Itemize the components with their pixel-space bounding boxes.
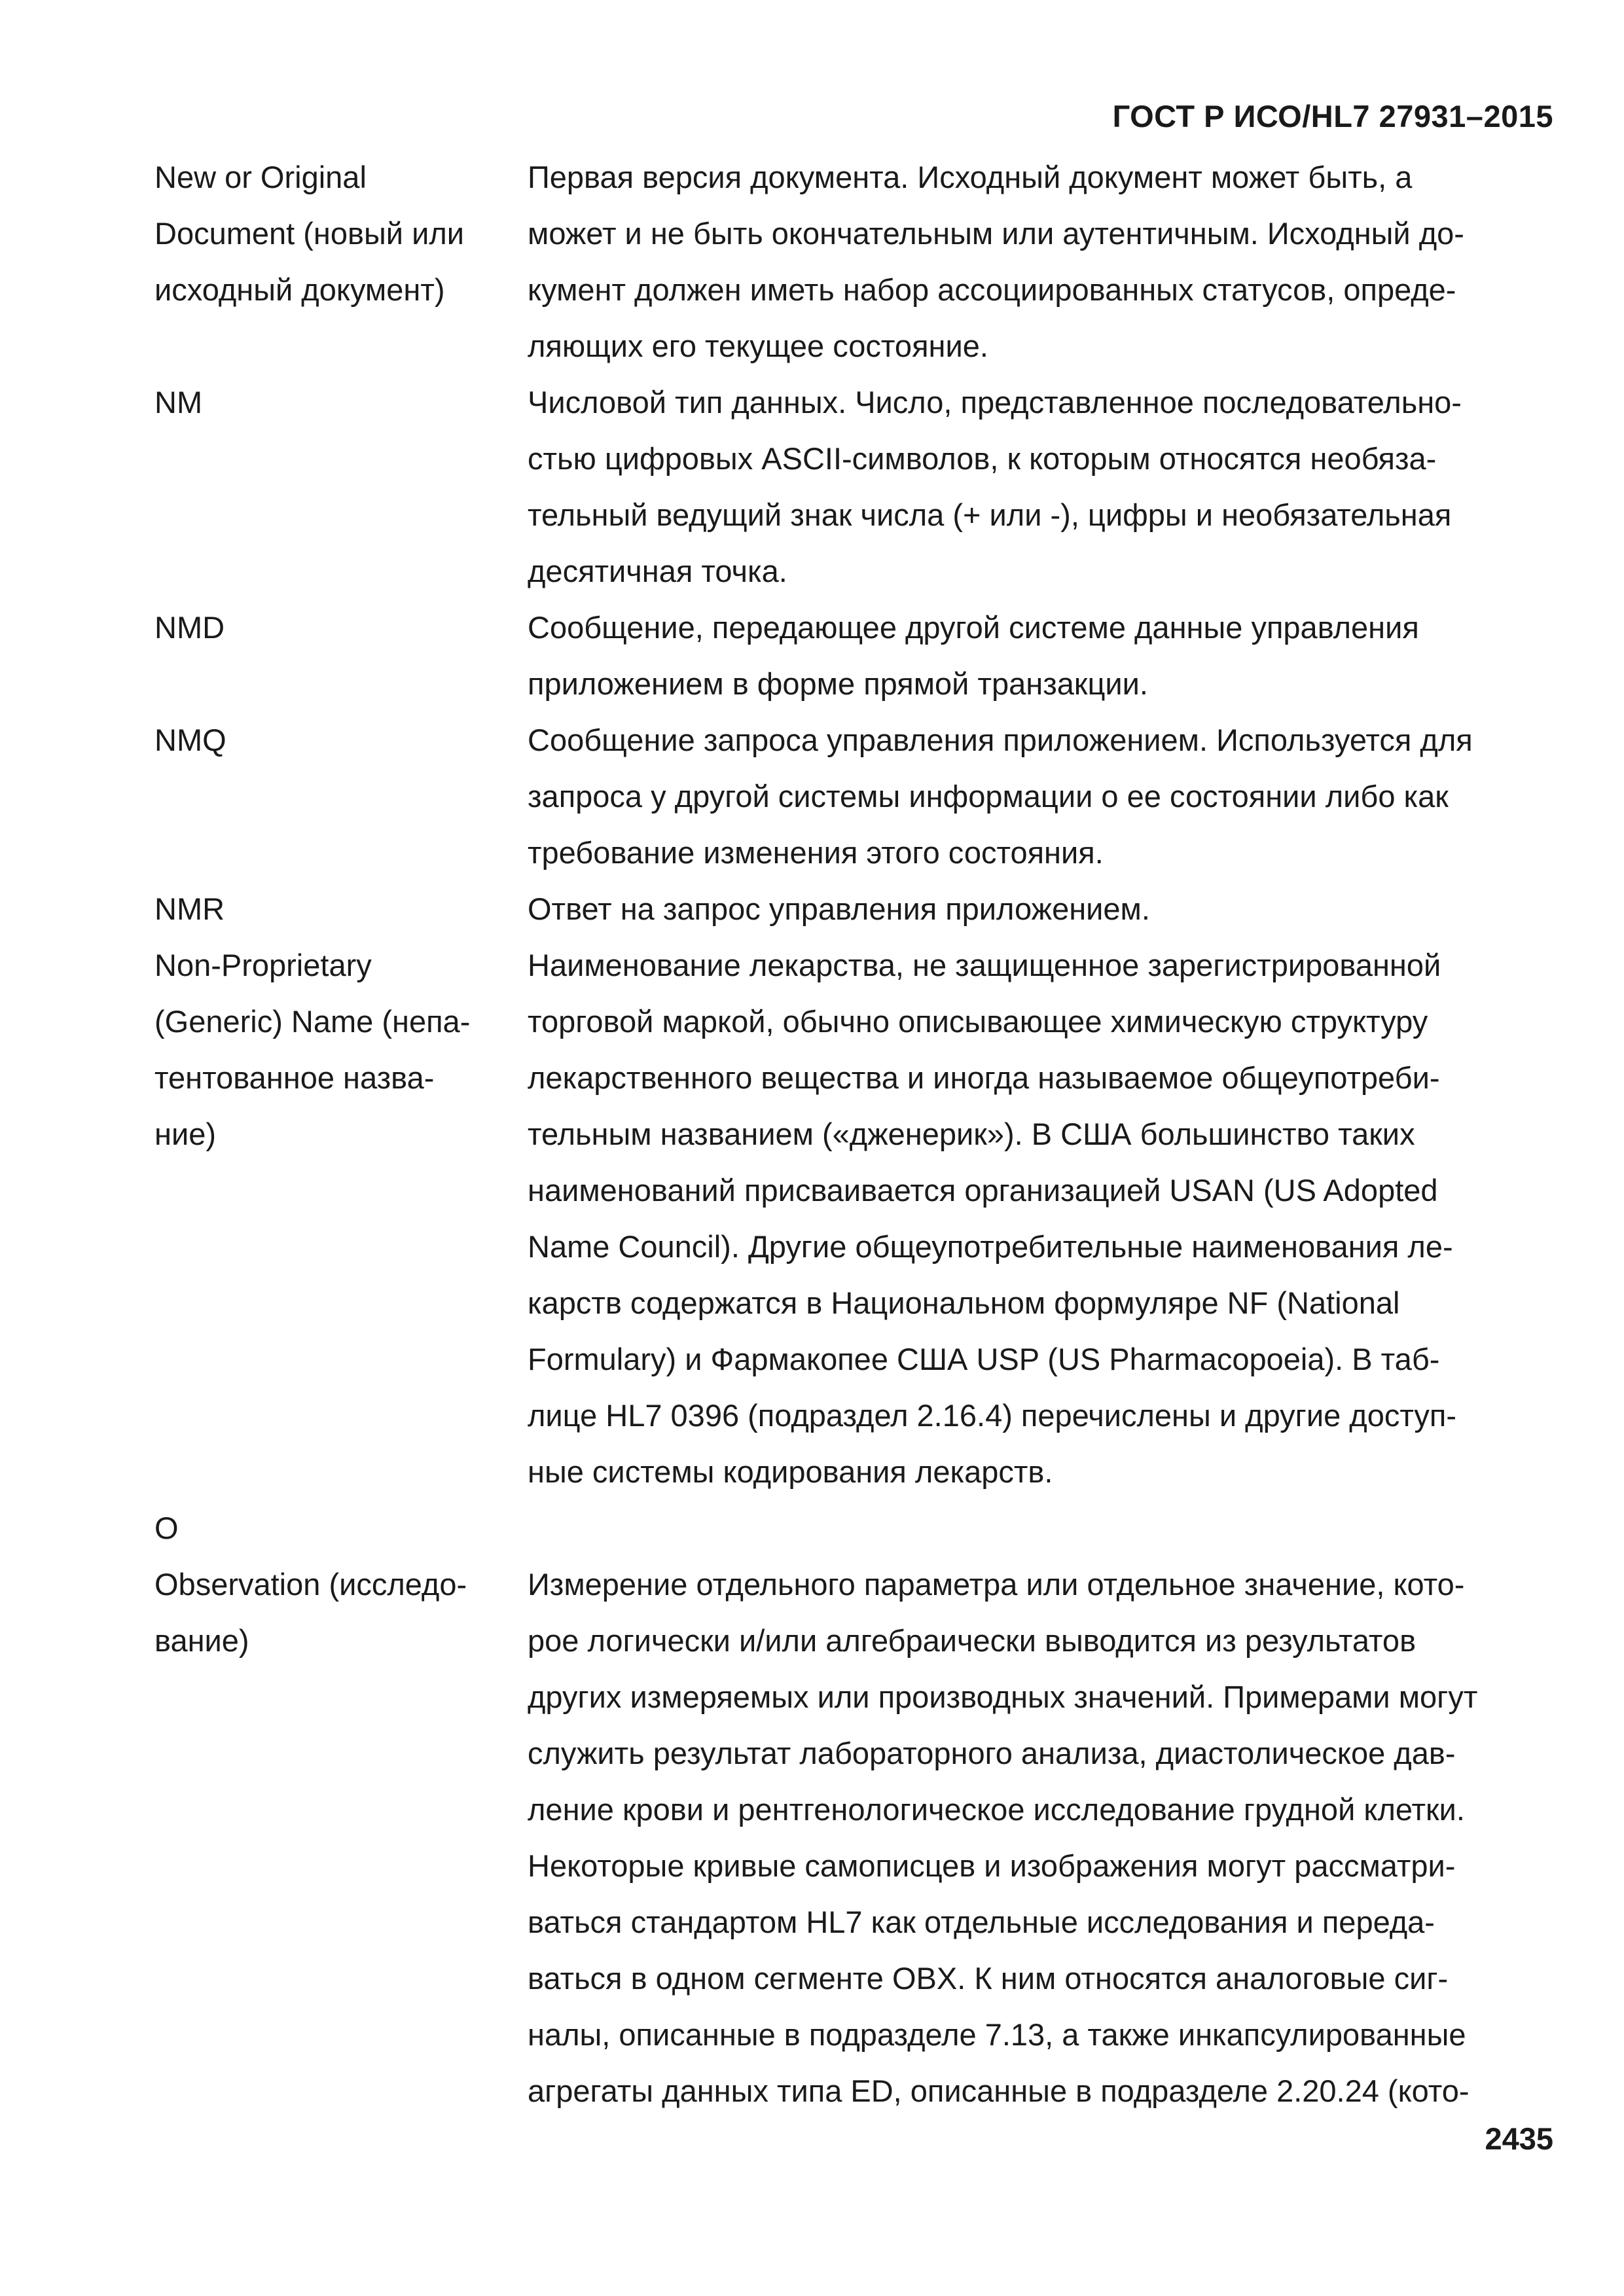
glossary-definition	[528, 1556, 1555, 2119]
glossary-entry	[154, 1556, 1555, 2119]
glossary-term	[154, 937, 528, 1162]
definition-line: Formulary) и Фармакопее США USP (US Pharmacopoeia). В таб-	[528, 1342, 1440, 1376]
definition-line: лице HL7 0396 (подраздел 2.16.4) перечислены и другие доступ-	[528, 1398, 1456, 1433]
glossary-entry	[154, 1500, 1555, 1556]
glossary-definition	[528, 374, 1555, 600]
term-line: NM	[154, 385, 203, 420]
definition-line: карств содержатся в Национальном формуляре NF (National	[528, 1285, 1400, 1320]
glossary-entry	[154, 600, 1555, 712]
definition-line: тельный ведущий знак числа (+ или -), цифры и необязательная	[528, 497, 1452, 532]
definition-line: Сообщение запроса управления приложением. Используется для	[528, 723, 1473, 757]
term-line: NMQ	[154, 723, 226, 757]
definition-line: ляющих его текущее состояние.	[528, 329, 988, 363]
definition-line: десятичная точка.	[528, 554, 787, 588]
term-line: Document (новый или	[154, 216, 465, 251]
definition-line: служить результат лабораторного анализа, диастолическое дав-	[528, 1736, 1456, 1770]
definition-line: Сообщение, передающее другой системе данные управления	[528, 610, 1419, 645]
term-line: NMD	[154, 610, 225, 645]
glossary-entry	[154, 712, 1555, 881]
definition-line: Первая версия документа. Исходный документ может быть, а	[528, 160, 1413, 194]
glossary-term	[154, 374, 528, 431]
definition-line: ление крови и рентгенологическое исследование грудной клетки.	[528, 1792, 1465, 1827]
glossary-term	[154, 600, 528, 656]
glossary-definition	[528, 149, 1555, 374]
term-line: New or Original	[154, 160, 367, 194]
definition-line: Некоторые кривые самописцев и изображения могут рассматри-	[528, 1848, 1456, 1883]
glossary-term	[154, 1500, 528, 1556]
term-line: исходный документ)	[154, 272, 445, 307]
definition-line: Измерение отдельного параметра или отдельное значение, кото-	[528, 1567, 1465, 1602]
term-line: NMR	[154, 891, 225, 926]
definition-line: лекарственного вещества и иногда называемое общеупотреби-	[528, 1060, 1440, 1095]
definition-line: кумент должен иметь набор ассоциированных статусов, опреде-	[528, 272, 1456, 307]
glossary-definition	[528, 712, 1555, 881]
glossary-entry	[154, 881, 1555, 937]
glossary-definition	[528, 937, 1555, 1500]
glossary-definition	[528, 881, 1555, 937]
definition-line: торговой маркой, обычно описывающее химическую структуру	[528, 1004, 1428, 1039]
definition-line: стью цифровых ASCII-символов, к которым относятся необяза-	[528, 441, 1437, 476]
glossary-entry	[154, 937, 1555, 1500]
glossary-term	[154, 712, 528, 768]
definition-line: запроса у другой системы информации о ее состоянии либо как	[528, 779, 1449, 814]
term-line: O	[154, 1511, 179, 1545]
definition-line: Name Council). Другие общеупотребительные наименования ле-	[528, 1229, 1453, 1264]
glossary-term	[154, 149, 528, 318]
definition-line: требование изменения этого состояния.	[528, 835, 1104, 870]
term-line: Non-Proprietary	[154, 948, 372, 982]
definition-line: наименований присваивается организацией USAN (US Adopted	[528, 1173, 1438, 1208]
term-line: вание)	[154, 1623, 249, 1658]
definition-line: ваться стандартом HL7 как отдельные исследования и переда-	[528, 1905, 1435, 1939]
term-line: тентованное назва-	[154, 1060, 435, 1095]
definition-line: тельным названием («дженерик»). В США большинство таких	[528, 1117, 1415, 1151]
definition-line: налы, описанные в подразделе 7.13, а также инкапсулированные	[528, 2017, 1466, 2052]
term-line: (Generic) Name (непа-	[154, 1004, 471, 1039]
glossary-entry	[154, 149, 1555, 374]
definition-line: других измеряемых или производных значений. Примерами могут	[528, 1679, 1478, 1714]
glossary-list	[154, 149, 1555, 2119]
term-line: Observation (исследо-	[154, 1567, 467, 1602]
definition-line: ные системы кодирования лекарств.	[528, 1454, 1053, 1489]
page-number: 2435	[1485, 2121, 1553, 2156]
definition-line: Числовой тип данных. Число, представленное последовательно-	[528, 385, 1462, 420]
glossary-term	[154, 1556, 528, 1669]
standard-header: ГОСТ Р ИСО/HL7 27931–2015	[1112, 99, 1553, 134]
glossary-definition	[528, 600, 1555, 712]
definition-line: рое логически и/или алгебраически выводится из результатов	[528, 1623, 1416, 1658]
definition-line: агрегаты данных типа ED, описанные в подразделе 2.20.24 (кото-	[528, 2073, 1470, 2108]
definition-line: Ответ на запрос управления приложением.	[528, 891, 1150, 926]
term-line: ние)	[154, 1117, 216, 1151]
definition-line: Наименование лекарства, не защищенное зарегистрированной	[528, 948, 1441, 982]
definition-line: приложением в форме прямой транзакции.	[528, 666, 1148, 701]
glossary-entry	[154, 374, 1555, 600]
glossary-term	[154, 881, 528, 937]
definition-line: может и не быть окончательным или аутентичным. Исходный до-	[528, 216, 1464, 251]
definition-line: ваться в одном сегменте OBX. К ним относятся аналоговые сиг-	[528, 1961, 1449, 1996]
